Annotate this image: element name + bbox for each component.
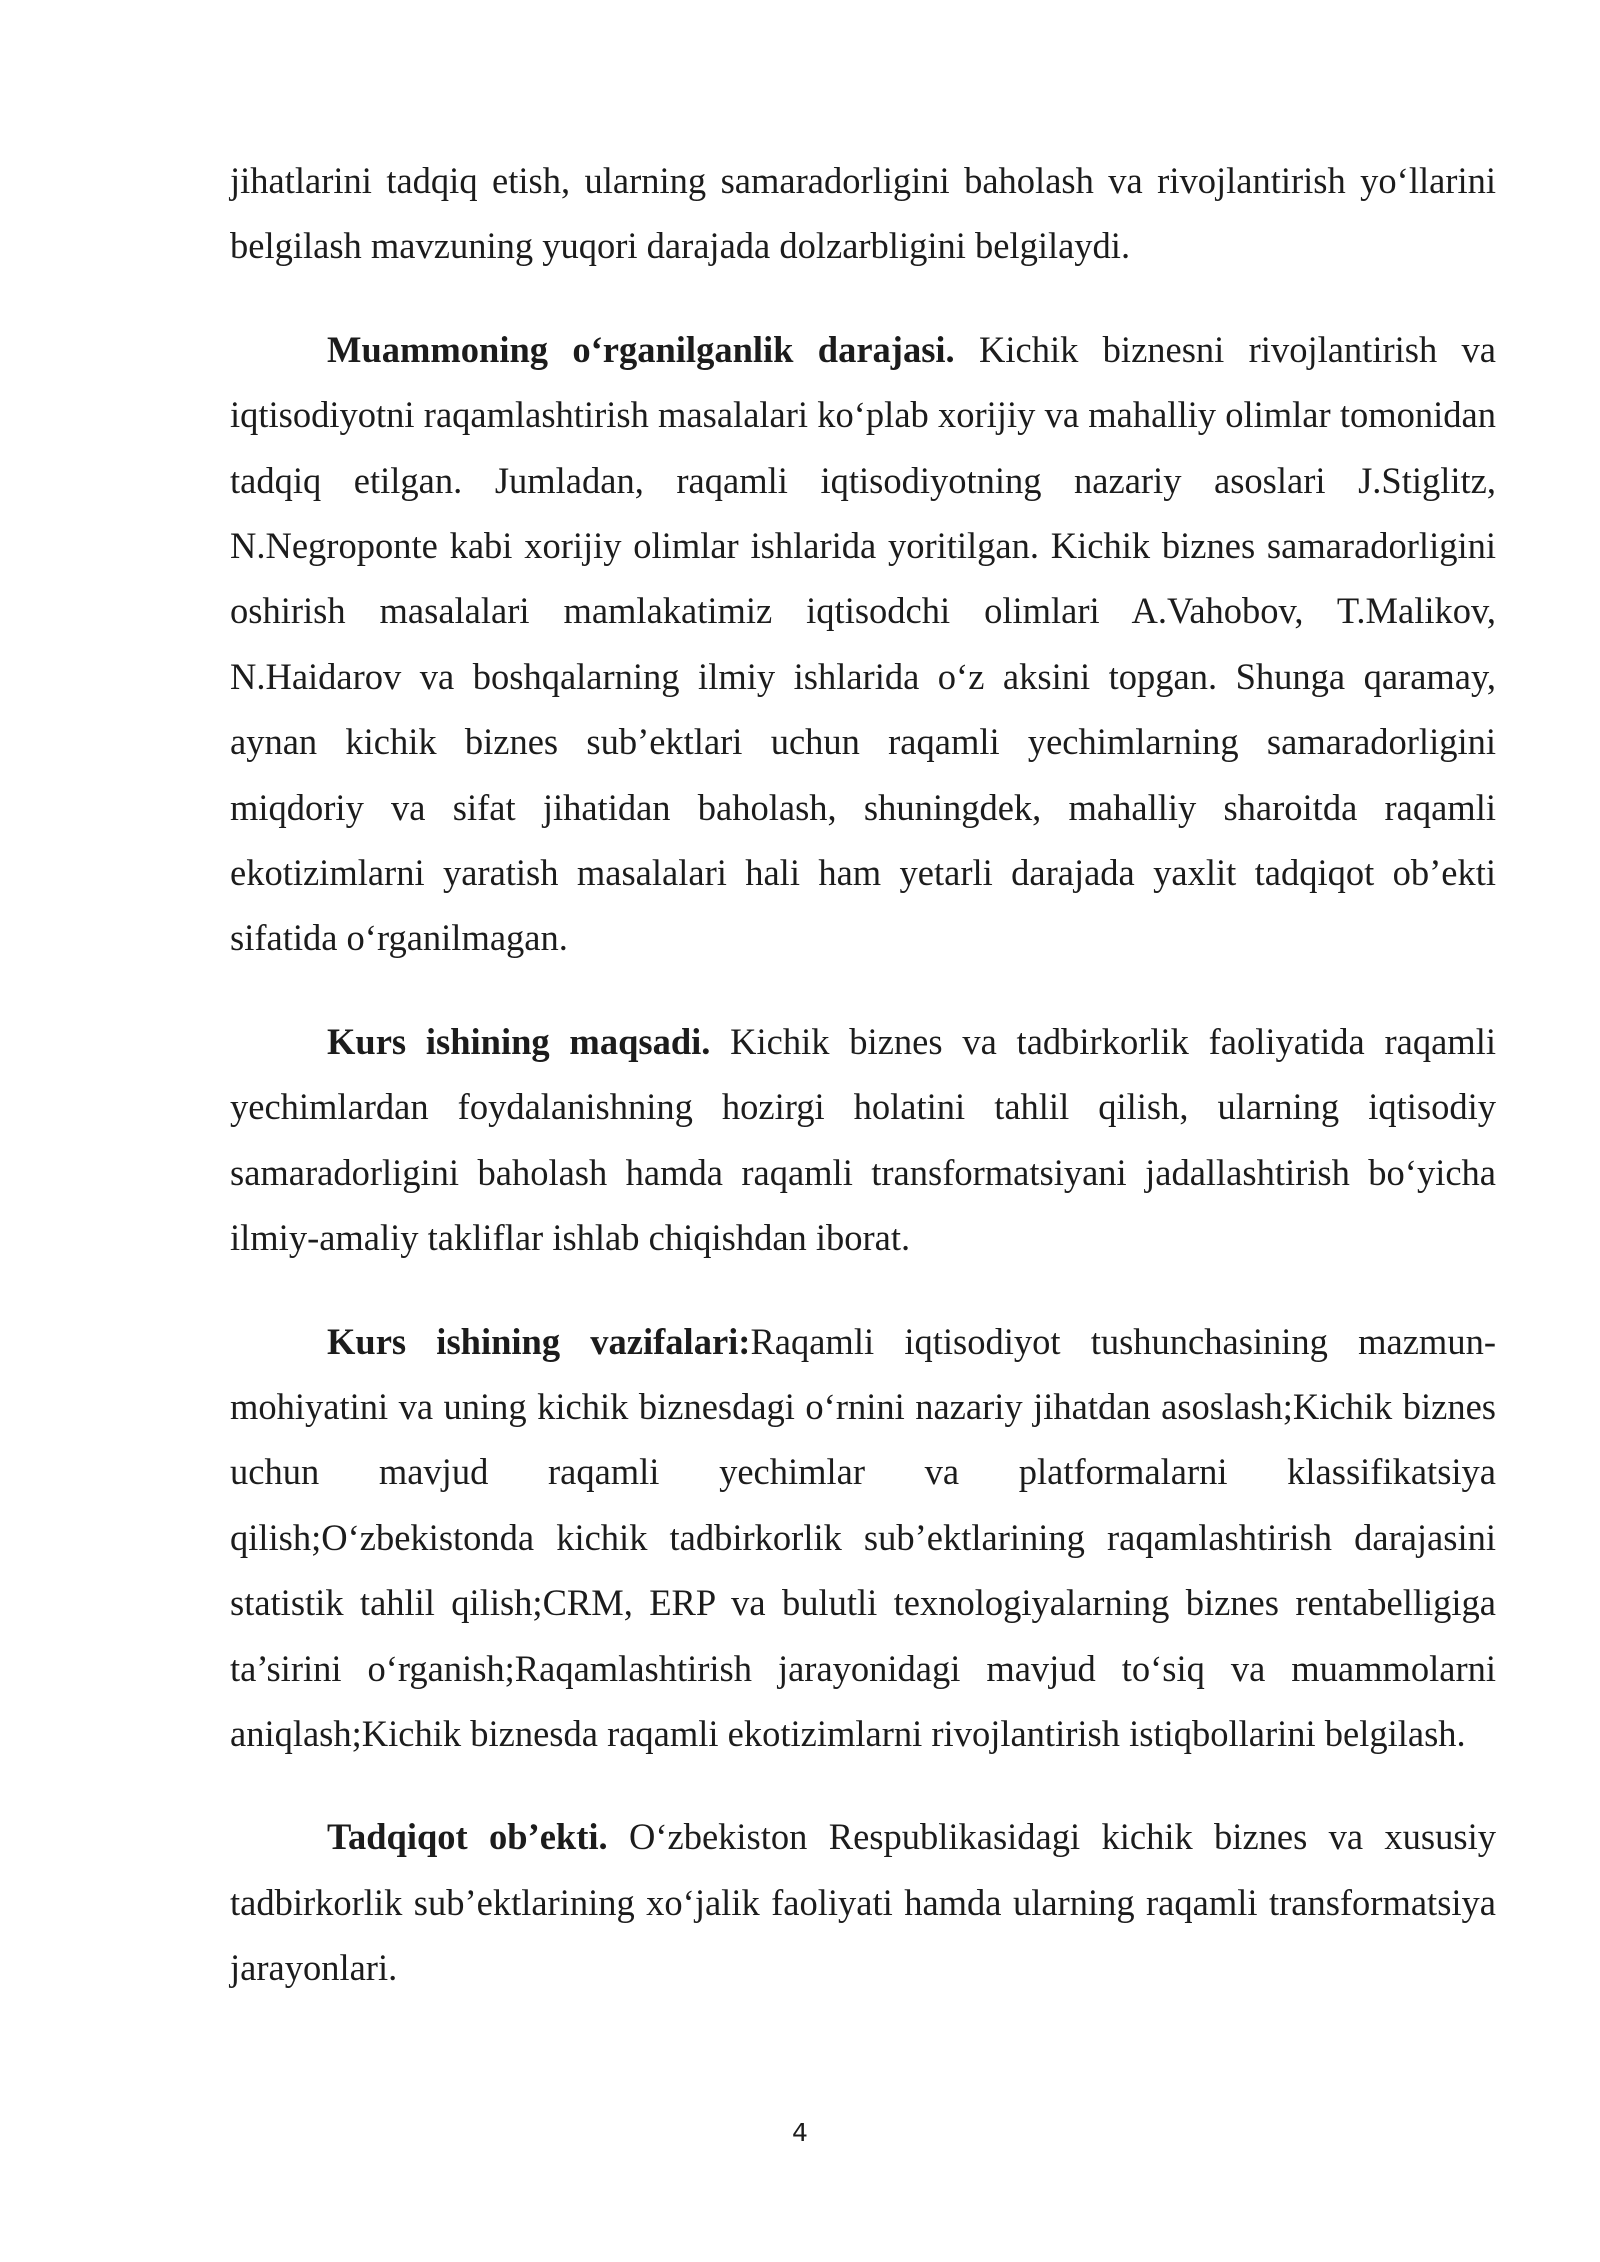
paragraph-heading: Kurs ishining vazifalari: xyxy=(327,1320,751,1362)
paragraph-heading: Kurs ishining maqsadi. xyxy=(327,1020,711,1062)
paragraph-heading: Tadqiqot ob’ekti. xyxy=(327,1816,608,1858)
page-number: 4 xyxy=(792,2118,808,2147)
body-text xyxy=(230,148,1496,2001)
paragraph-research-degree xyxy=(230,317,1496,971)
paragraph-text: Kichik biznes va tadbirkorlik faoliyatida raqamli yechimlardan foydalanishning hozirgi holatini tahlil qilish, ularning iqtisodiy samaradorligini baholash hamda raqamli transformatsiyani jadallashtirish bo‘yicha ilmiy-amaliy takliflar ishlab chiqishdan iborat. xyxy=(230,1020,1496,1259)
paragraph-intro-continuation xyxy=(230,148,1496,279)
paragraph-course-goal xyxy=(230,1009,1496,1271)
paragraph-heading: Muammoning o‘rganilganlik darajasi. xyxy=(327,328,955,370)
paragraph-text: Kichik biznesni rivojlantirish va iqtisodiyotni raqamlashtirish masalalari ko‘plab xorijiy va mahalliy olimlar tomonidan tadqiq etilgan. Jumladan, raqamli iqtisodiyotning nazariy asoslari J.Stiglitz, N.Negroponte kabi xorijiy olimlar ishlarida yoritilgan. Kichik biznes samaradorligini oshirish masalalari mamlakatimiz iqtisodchi olimlari A.Vahobov, T.Malikov, N.Haidarov va boshqalarning ilmiy ishlarida o‘z aksini topgan. Shunga qaramay, aynan kichik biznes sub’ektlari uchun raqamli yechimlarning samaradorligini miqdoriy va sifat jihatidan baholash, shuningdek, mahalliy sharoitda raqamli ekotizimlarni yaratish masalalari hali ham yetarli darajada yaxlit tadqiqot ob’ekti sifatida o‘rganilmagan. xyxy=(230,328,1496,959)
paragraph-course-tasks xyxy=(230,1309,1496,1767)
paragraph-text: Raqamli iqtisodiyot tushunchasining mazmun-mohiyatini va uning kichik biznesdagi o‘rnini nazariy jihatdan asoslash;Kichik biznes uchun mavjud raqamli yechimlar va platformalarni klassifikatsiya qilish;O‘zbekistonda kichik tadbirkorlik sub’ektlarining raqamlashtirish darajasini statistik tahlil qilish;CRM, ERP va bulutli texnologiyalarning biznes rentabelligiga ta’sirini o‘rganish;Raqamlashtirish jarayonidagi mavjud to‘siq va muammolarni aniqlash;Kichik biznesda raqamli ekotizimlarni rivojlantirish istiqbollarini belgilash. xyxy=(230,1320,1496,1754)
paragraph-research-object xyxy=(230,1804,1496,2000)
paragraph-text: O‘zbekiston Respublikasidagi kichik biznes va xususiy tadbirkorlik sub’ektlarining xo‘jalik faoliyati hamda ularning raqamli transformatsiya jarayonlari. xyxy=(230,1816,1496,1989)
paragraph-text: jihatlarini tadqiq etish, ularning samaradorligini baholash va rivojlantirish yo‘llarini belgilash mavzuning yuqori darajada dolzarbligini belgilaydi. xyxy=(230,160,1496,267)
